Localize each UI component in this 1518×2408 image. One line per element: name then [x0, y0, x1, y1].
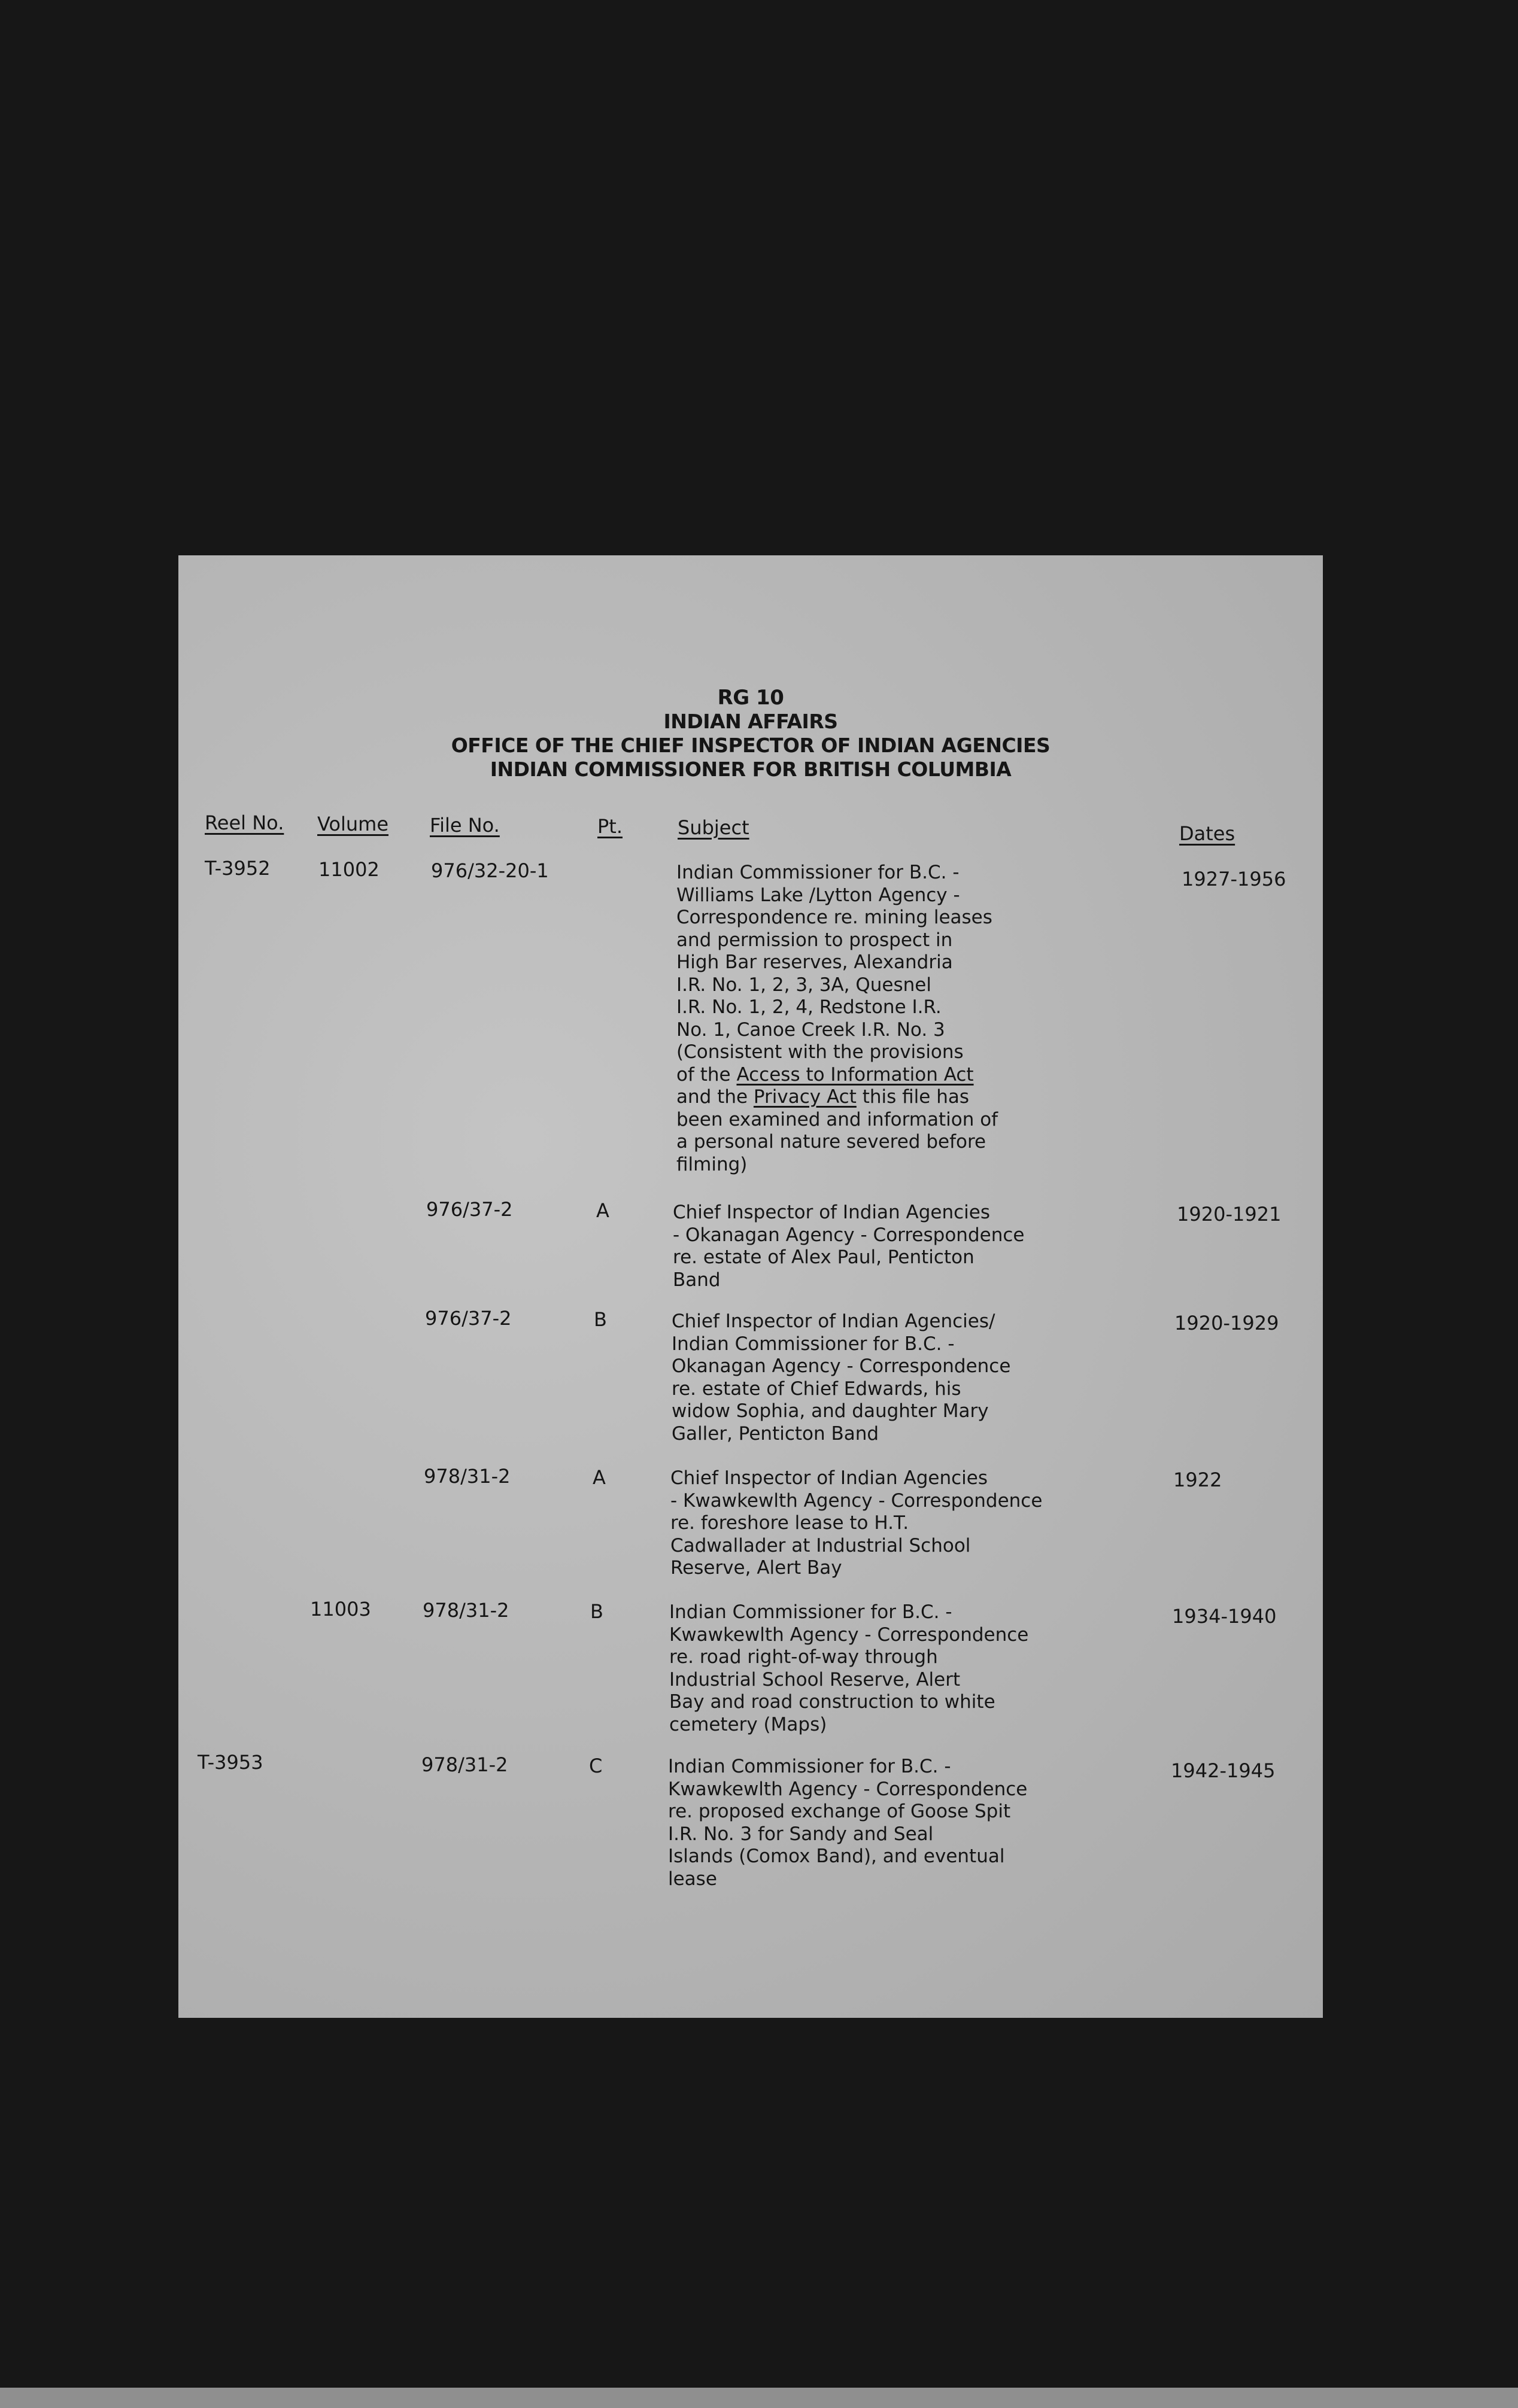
department-title: INDIAN AFFAIRS: [663, 710, 838, 733]
subject-line: re. foreshore lease to H.T.: [670, 1512, 909, 1534]
subject-line: Chief Inspector of Indian Agencies: [670, 1467, 988, 1489]
volume-number: 11003: [310, 1598, 371, 1620]
subject-fragment: of the: [676, 1063, 737, 1086]
file-number: 978/31-2: [421, 1753, 508, 1776]
subject-text: [670, 1467, 1065, 1580]
subject-line: re. road right-of-way through: [669, 1646, 938, 1668]
act-reference: Privacy Act: [753, 1086, 857, 1108]
subject-fragment: and the: [676, 1086, 754, 1108]
column-header-file: File No.: [430, 814, 500, 837]
subject-line: Okanagan Agency - Correspondence: [672, 1355, 1011, 1377]
date-range: 1920-1921: [1177, 1203, 1282, 1226]
reel-number: T-3953: [198, 1751, 263, 1774]
subject-line: I.R. No. 3 for Sandy and Seal: [668, 1823, 934, 1845]
column-header-part: Pt.: [597, 815, 623, 838]
date-range: 1922: [1173, 1468, 1222, 1491]
film-edge-strip: [0, 2388, 1518, 2408]
file-number: 976/32-20-1: [431, 859, 549, 882]
part-letter: B: [590, 1600, 603, 1623]
subject-line: I.R. No. 1, 2, 4, Redstone I.R.: [676, 996, 942, 1018]
part-letter: A: [596, 1199, 609, 1222]
subject-line: Band: [673, 1269, 721, 1291]
subject-text: [673, 1202, 1068, 1291]
subject-line: Chief Inspector of Indian Agencies/: [672, 1311, 995, 1332]
part-letter: C: [589, 1755, 603, 1777]
subject-line: and permission to prospect in: [676, 929, 953, 951]
subject-fragment: this file has: [856, 1086, 969, 1108]
document-header: [178, 686, 1323, 782]
subject-line: Kwawkewlth Agency - Correspondence: [669, 1623, 1029, 1646]
subject-line: widow Sophia, and daughter Mary: [672, 1400, 989, 1422]
column-header-subject: Subject: [678, 816, 749, 839]
subject-line: filming): [676, 1153, 748, 1175]
subject-text: [672, 1311, 1067, 1445]
subject-line: Galler, Penticton Band: [672, 1422, 879, 1445]
subject-line: Indian Commissioner for B.C. -: [672, 1333, 955, 1355]
subject-text: [669, 1601, 1064, 1736]
subject-text: [676, 862, 1071, 1176]
column-header-volume: Volume: [317, 813, 389, 835]
subject-line: re. estate of Alex Paul, Penticton: [673, 1246, 974, 1268]
subject-text: [668, 1756, 1063, 1890]
subject-line: - Kwawkewlth Agency - Correspondence: [670, 1489, 1043, 1512]
subject-line: No. 1, Canoe Creek I.R. No. 3: [676, 1018, 945, 1041]
subject-line: Reserve, Alert Bay: [670, 1557, 842, 1579]
office-title: OFFICE OF THE CHIEF INSPECTOR OF INDIAN AGENCIES: [451, 734, 1051, 757]
subject-line: Kwawkewlth Agency - Correspondence: [668, 1778, 1028, 1800]
subject-line: Indian Commissioner for B.C. -: [668, 1756, 951, 1777]
column-header-reel: Reel No.: [205, 811, 284, 834]
subject-line: [676, 1086, 1071, 1109]
subject-line: lease: [668, 1868, 717, 1890]
subject-line: a personal nature severed before: [676, 1131, 986, 1153]
commissioner-title: INDIAN COMMISSIONER FOR BRITISH COLUMBIA: [490, 758, 1012, 781]
subject-line: cemetery (Maps): [669, 1713, 827, 1735]
act-reference: Access to Information Act: [736, 1063, 974, 1086]
column-header-dates: Dates: [1179, 822, 1235, 845]
document-page: [178, 555, 1323, 2018]
date-range: 1934-1940: [1172, 1605, 1277, 1628]
subject-line: Indian Commissioner for B.C. -: [669, 1601, 952, 1623]
subject-line: Williams Lake /Lytton Agency -: [676, 884, 960, 906]
subject-line: Industrial School Reserve, Alert: [669, 1668, 961, 1691]
file-number: 976/37-2: [425, 1307, 512, 1330]
part-letter: B: [594, 1308, 607, 1331]
file-number: 978/31-2: [423, 1599, 509, 1622]
subject-line: - Okanagan Agency - Correspondence: [673, 1224, 1025, 1246]
subject-line: Bay and road construction to white: [669, 1691, 995, 1713]
date-range: 1942-1945: [1171, 1759, 1276, 1782]
subject-line: [676, 1064, 1071, 1087]
subject-line: Correspondence re. mining leases: [676, 907, 992, 928]
part-letter: A: [593, 1466, 606, 1489]
file-number: 978/31-2: [424, 1465, 511, 1488]
date-range: 1927-1956: [1182, 868, 1286, 890]
subject-line: Cadwallader at Industrial School: [670, 1534, 971, 1556]
subject-line: Indian Commissioner for B.C. -: [676, 862, 960, 883]
date-range: 1920-1929: [1174, 1312, 1279, 1334]
subject-line: re. proposed exchange of Goose Spit: [668, 1801, 1011, 1822]
file-number: 976/37-2: [426, 1198, 513, 1221]
subject-line: Chief Inspector of Indian Agencies: [673, 1202, 990, 1223]
record-group-title: RG 10: [717, 686, 784, 710]
volume-number: 11002: [318, 858, 380, 881]
subject-line: High Bar reserves, Alexandria: [676, 951, 953, 973]
subject-line: been examined and information of: [676, 1108, 998, 1130]
subject-line: I.R. No. 1, 2, 3, 3A, Quesnel: [676, 974, 931, 996]
subject-line: (Consistent with the provisions: [676, 1041, 964, 1063]
subject-line: re. estate of Chief Edwards, his: [672, 1378, 961, 1400]
subject-line: Islands (Comox Band), and eventual: [668, 1845, 1005, 1867]
reel-number: T-3952: [205, 857, 271, 880]
